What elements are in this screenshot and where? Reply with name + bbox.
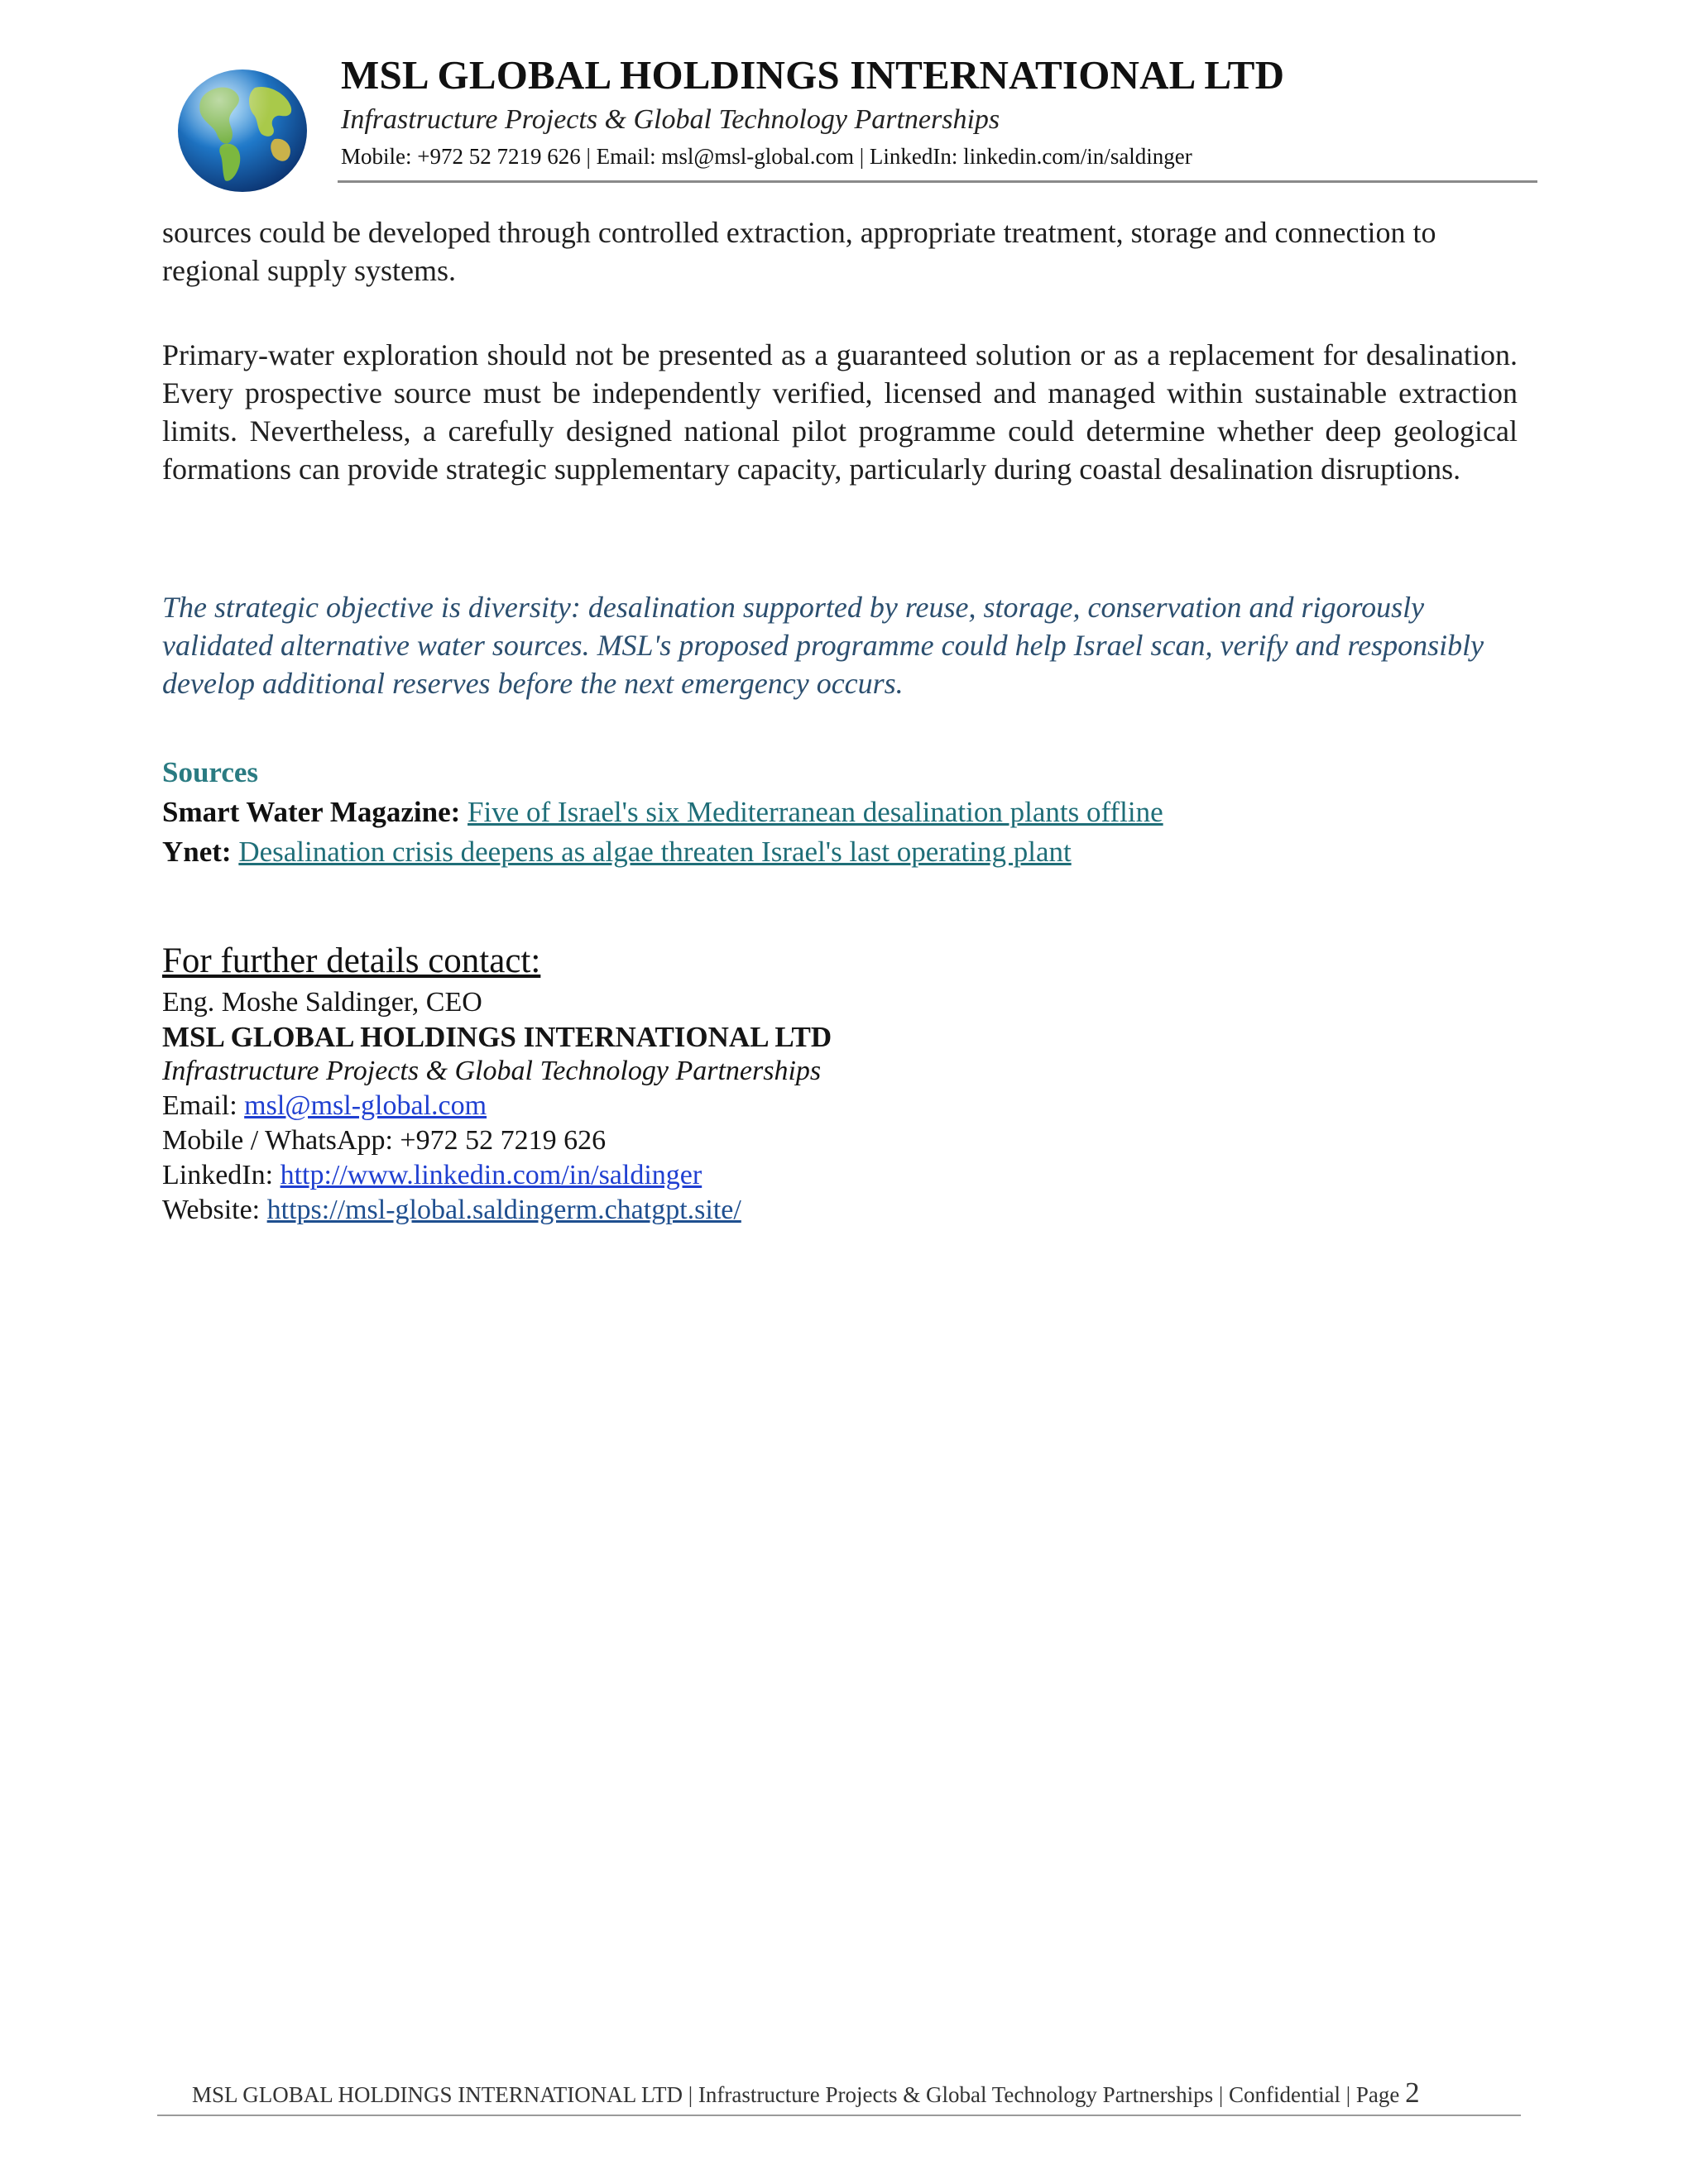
source-link[interactable]: Five of Israel's six Mediterranean desalination plants offline [468,796,1163,828]
source-label: Ynet: [162,836,232,868]
globe-icon [175,68,309,194]
email-label: Email: [162,1090,245,1121]
linkedin-label: LinkedIn: [162,1160,281,1190]
contact-mobile: Mobile / WhatsApp: +972 52 7219 626 [162,1125,607,1156]
body-paragraph-2: Primary-water exploration should not be presented as a guaranteed solution or as a replacement for desalination. Every prospective source must be independently verified, licensed and managed within sustainable extraction limits. Nevertheless, a carefully designed national pilot programme could determine whether deep geological formations can provide strategic supplementary capacity, particularly during coastal desalination disruptions. [162,338,1518,486]
contact-company: MSL GLOBAL HOLDINGS INTERNATIONAL LTD [162,1021,832,1053]
source-link[interactable]: Desalination crisis deepens as algae threaten Israel's last operating plant [238,836,1072,868]
source-label: Smart Water Magazine: [162,796,461,828]
source-item [162,836,1072,869]
footer-divider [157,2115,1521,2116]
sources-heading: Sources [162,756,259,788]
contact-email-row [162,1090,487,1122]
page-footer [192,2076,1420,2110]
header-contact-line: Mobile: +972 52 7219 626 | Email: msl@msl-global.com | LinkedIn: linkedin.com/in/saldinger [341,144,1192,169]
page-number: 2 [1405,2076,1420,2109]
contact-website-row [162,1195,741,1226]
source-item [162,796,1163,829]
strategic-objective-quote: The strategic objective is diversity: desalination supported by reuse, storage, conservation and rigorously validated alternative water sources. MSL's proposed programme could help Israel scan, verify and responsibly develop additional reserves before the next emergency occurs. [162,591,1484,700]
footer-text: MSL GLOBAL HOLDINGS INTERNATIONAL LTD | Infrastructure Projects & Global Technology Partnerships | Confidential | Page [192,2082,1406,2107]
contact-tagline: Infrastructure Projects & Global Technology Partnerships [162,1056,822,1086]
contact-name: Eng. Moshe Saldinger, CEO [162,987,482,1018]
body-paragraph-1: sources could be developed through controlled extraction, appropriate treatment, storage and connection to regional supply systems. [162,216,1436,287]
email-link[interactable]: msl@msl-global.com [244,1090,487,1121]
contact-heading: For further details contact: [162,941,541,980]
header-divider [338,180,1537,183]
header-tagline: Infrastructure Projects & Global Technology Partnerships [341,104,1000,135]
website-label: Website: [162,1195,267,1225]
contact-linkedin-row [162,1160,702,1191]
website-link[interactable]: https://msl-global.saldingerm.chatgpt.site/ [266,1195,741,1225]
header-company-name: MSL GLOBAL HOLDINGS INTERNATIONAL LTD [341,52,1285,98]
linkedin-link[interactable]: http://www.linkedin.com/in/saldinger [280,1160,703,1190]
